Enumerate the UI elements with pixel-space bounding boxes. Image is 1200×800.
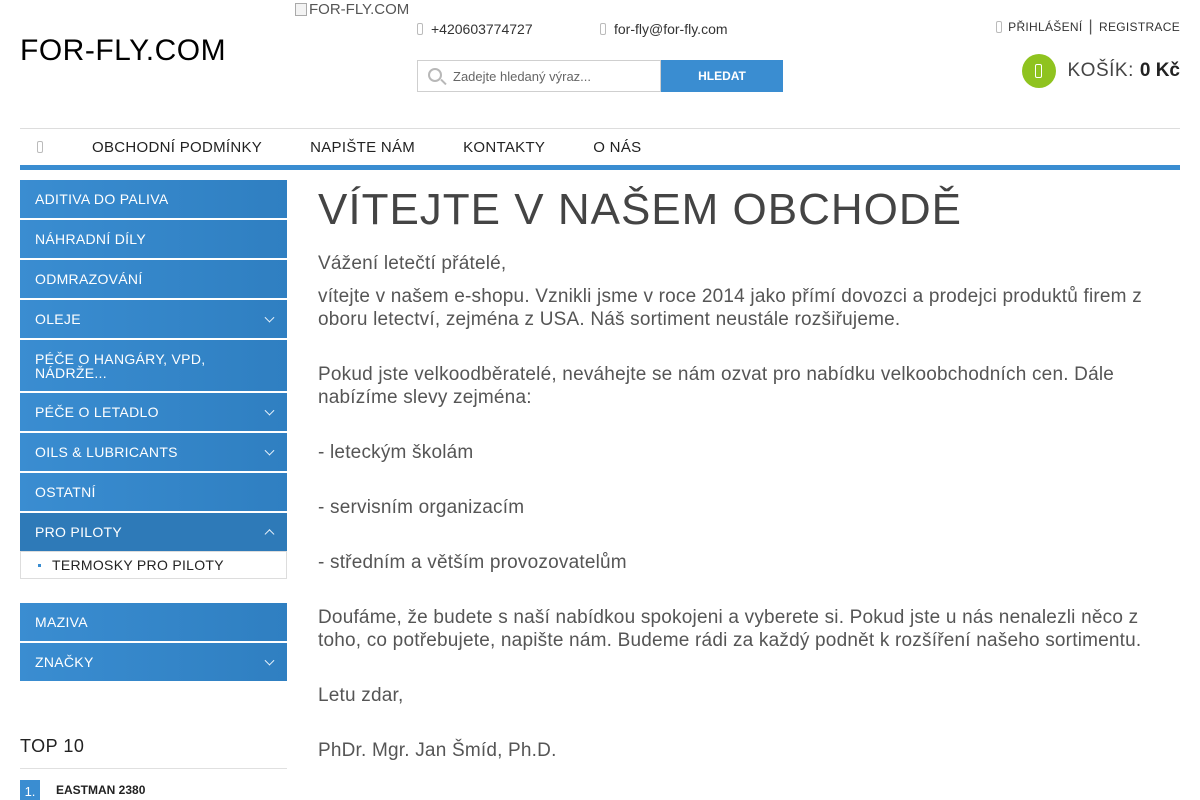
search-icon: [428, 68, 442, 82]
cart-icon: [1022, 54, 1056, 88]
paragraph-intro: vítejte v našem e-shopu. Vznikli jsme v roce 2014 jako přímí dovozci a prodejci produktů firem z oboru letectví, zejména z USA. Náš sortiment neustále rozšiřujeme.: [318, 286, 1142, 330]
search-input[interactable]: [453, 61, 658, 91]
category-label: OSTATNÍ: [35, 484, 96, 500]
category-spare-parts[interactable]: [20, 220, 287, 258]
nav-item-terms[interactable]: OBCHODNÍ PODMÍNKY: [92, 138, 263, 156]
category-label: ZNAČKY: [35, 654, 94, 670]
subcategory-label: TERMOSKY PRO PILOTY: [52, 557, 224, 573]
site-logo-image[interactable]: [295, 1, 409, 18]
nav-item-about[interactable]: O NÁS: [593, 138, 642, 156]
email-contact[interactable]: [600, 21, 728, 37]
category-greases[interactable]: [20, 603, 287, 641]
category-sidebar: [20, 180, 287, 683]
chevron-down-icon[interactable]: [265, 446, 275, 456]
cart-summary[interactable]: [1022, 54, 1181, 88]
category-oils-lubricants[interactable]: [20, 433, 287, 471]
account-separator: |: [1088, 18, 1093, 35]
category-label: PRO PILOTY: [35, 524, 123, 540]
paragraph-closing: Doufáme, že budete s naší nabídkou spokojeni a vyberete si. Pokud jste u nás nenalezli něco z toho, co potřebujete, napište nám. Budeme rádi za každý podnět k rozšíření našeho sortimentu.: [318, 607, 1142, 651]
chevron-down-icon[interactable]: [265, 406, 275, 416]
page-title: VÍTEJTE V NAŠEM OBCHODĚ: [318, 185, 962, 234]
email-icon: [600, 23, 606, 35]
discount-item: - středním a větším provozovatelům: [318, 552, 627, 573]
top10-rank: 1.: [20, 780, 40, 800]
category-other[interactable]: [20, 473, 287, 511]
login-link[interactable]: PŘIHLÁŠENÍ: [1008, 20, 1083, 34]
phone-icon: [417, 23, 423, 35]
phone-number: +420603774727: [431, 21, 533, 37]
search-form: [417, 60, 783, 92]
category-label: OLEJE: [35, 311, 81, 327]
register-link[interactable]: REGISTRACE: [1098, 20, 1180, 34]
divider: [20, 768, 287, 769]
chevron-down-icon[interactable]: [265, 656, 275, 666]
paragraph-farewell: Letu zdar,: [318, 685, 404, 706]
logo-image-alt: FOR-FLY.COM: [309, 1, 410, 18]
paragraph-signature: PhDr. Mgr. Jan Šmíd, Ph.D.: [318, 740, 557, 761]
email-address: for-fly@for-fly.com: [614, 21, 728, 37]
main-navigation: [20, 128, 1180, 170]
category-label: PÉČE O LETADLO: [35, 404, 159, 420]
broken-image-icon: [295, 3, 307, 16]
bullet-icon: [38, 564, 41, 567]
chevron-up-icon[interactable]: [265, 529, 275, 539]
category-hangar-care[interactable]: [20, 340, 287, 391]
home-icon[interactable]: [20, 129, 60, 165]
category-oils[interactable]: [20, 300, 287, 338]
category-label: ODMRAZOVÁNÍ: [35, 271, 143, 287]
category-for-pilots[interactable]: [20, 513, 287, 551]
site-logo-text[interactable]: FOR-FLY.COM: [20, 34, 227, 67]
category-fuel-additives[interactable]: [20, 180, 287, 218]
account-links: [996, 18, 1180, 36]
user-icon: [996, 21, 1002, 33]
main-content: [318, 184, 1158, 794]
top10-title: TOP 10: [20, 736, 85, 756]
top10-item[interactable]: [20, 780, 145, 800]
category-deicing[interactable]: [20, 260, 287, 298]
category-label: OILS & LUBRICANTS: [35, 444, 178, 460]
category-label: NÁHRADNÍ DÍLY: [35, 231, 146, 247]
phone-contact[interactable]: [417, 21, 533, 37]
cart-label: KOŠÍK:: [1067, 60, 1134, 81]
category-label: ADITIVA DO PALIVA: [35, 191, 169, 207]
nav-item-contacts[interactable]: KONTAKTY: [463, 138, 546, 156]
discount-item: - leteckým školám: [318, 442, 474, 463]
paragraph-wholesale: Pokud jste velkoodběratelé, neváhejte se nám ozvat pro nabídku velkoobchodních cen. Dále nabízíme slevy zejména:: [318, 364, 1115, 408]
nav-item-write-us[interactable]: NAPIŠTE NÁM: [310, 138, 416, 156]
paragraph-greeting: Vážení letečtí přátelé,: [318, 253, 507, 274]
chevron-down-icon[interactable]: [265, 313, 275, 323]
subcategory-pilot-thermoses[interactable]: [20, 551, 287, 579]
search-field: [417, 60, 661, 92]
category-aircraft-care[interactable]: [20, 393, 287, 431]
category-label: MAZIVA: [35, 614, 88, 630]
search-button[interactable]: HLEDAT: [661, 60, 783, 92]
cart-price: 0 Kč: [1139, 60, 1180, 81]
category-brands[interactable]: [20, 643, 287, 681]
category-label: PÉČE O HANGÁRY, VPD, NÁDRŽE...: [35, 350, 206, 381]
discount-item: - servisním organizacím: [318, 497, 525, 518]
top10-product-name[interactable]: EASTMAN 2380: [56, 783, 146, 797]
